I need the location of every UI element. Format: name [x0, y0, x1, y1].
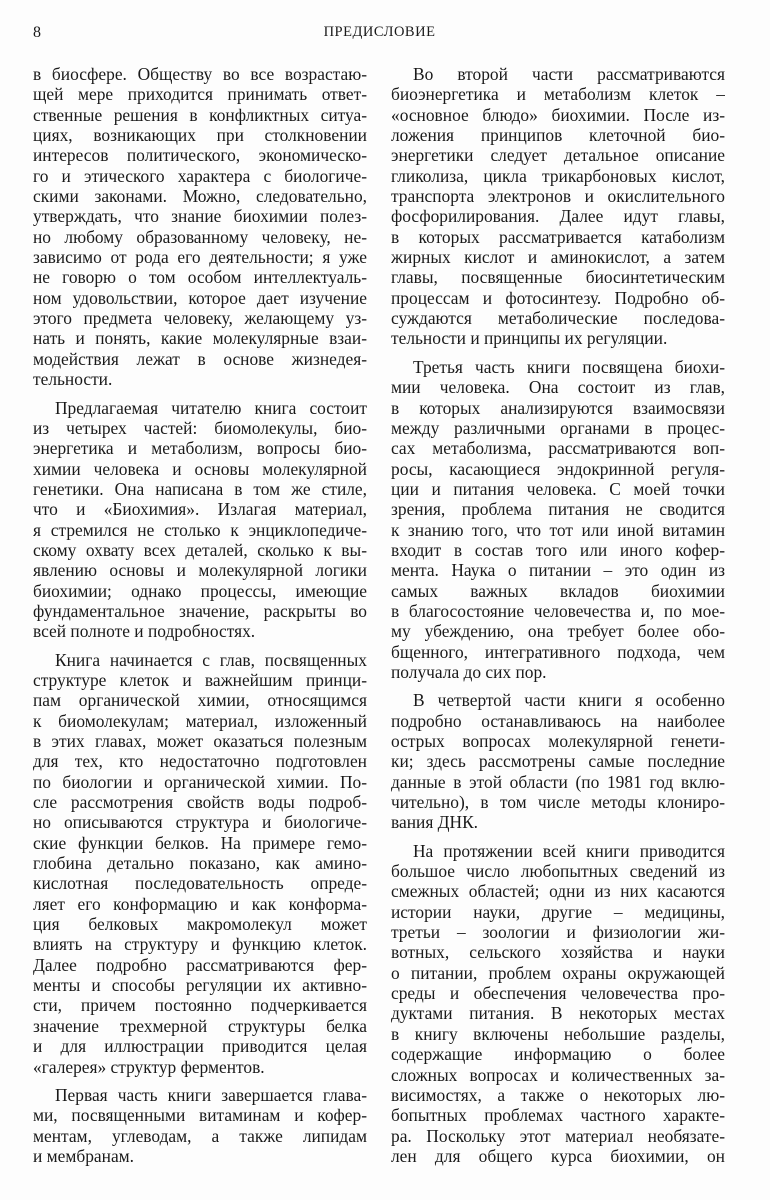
text-line: Во второй части рассматриваются: [413, 64, 725, 84]
text-line: ми, посвященными витаминам и кофер-: [33, 1105, 367, 1126]
text-line: энергетика и метаболизм, вопросы био-: [33, 438, 367, 459]
text-line: суждаются метаболические последова-: [391, 308, 725, 329]
text-line: бопытных проблемах частного характе-: [391, 1105, 725, 1126]
text-line: в благосостояние человечества и, по мое-: [391, 600, 725, 621]
text-line: менты и способы регуляции их активно-: [33, 975, 367, 996]
paragraph-gap: [33, 1077, 367, 1085]
page-header: [33, 24, 726, 46]
text-line: среды и обеспечения человечества про-: [391, 983, 725, 1004]
text-line: ляет его конформацию и как конформа-: [33, 893, 367, 914]
paragraph-gap: [391, 682, 725, 690]
paragraph-gap: [391, 833, 725, 841]
text-line: ственные решения в конфликтных ситуа-: [33, 104, 367, 125]
text-line: но любому образованному человеку, не-: [33, 226, 367, 247]
text-line: В четвертой части книги я особенно: [413, 690, 725, 711]
text-line: мента. Наука о питании – это один из: [391, 560, 725, 581]
paragraph: [33, 650, 367, 1077]
text-line: утверждать, что знание биохимии полез-: [33, 206, 367, 227]
text-line: сле рассмотрения свойств воды подроб-: [33, 792, 367, 813]
text-line: ции и питания человека. С моей точки: [391, 478, 725, 499]
text-line: тельности и принципы их регуляции.: [391, 328, 668, 349]
text-line: получала до сих пор.: [391, 661, 547, 682]
paragraph: [33, 398, 367, 642]
text-line: Первая часть книги завершается глава-: [55, 1084, 367, 1105]
page-number: 8: [33, 24, 41, 41]
text-line: истории науки, другие – медицины,: [391, 901, 725, 922]
text-line: и мембранам.: [33, 1145, 135, 1166]
text-line: входит в состав того или иного кофер-: [391, 539, 725, 560]
text-line: что и «Биохимия». Излагая материал,: [33, 499, 367, 520]
text-line: ментам, углеводам, а также липидам: [33, 1125, 367, 1146]
text-line: «галерея» структур ферментов.: [33, 1056, 265, 1077]
text-line: в которых рассматривается катаболизм: [391, 226, 725, 247]
text-line: содержащие информацию о более: [391, 1044, 725, 1065]
text-line: Книга начинается с глав, посвященных: [55, 649, 367, 670]
text-line: скими законами. Можно, следовательно,: [33, 186, 367, 207]
text-line: к знанию того, что тот или иной витамин: [391, 519, 725, 540]
paragraph: [391, 841, 725, 1167]
paragraph-gap: [391, 349, 725, 357]
text-line: жирных кислот и аминокислот, а затем: [391, 247, 725, 268]
text-line: из четырех частей: биомолекулы, био-: [33, 417, 367, 438]
text-line: ра. Поскольку этот материал необязате-: [391, 1125, 725, 1146]
text-line: глобина детально показано, как амино-: [33, 853, 367, 874]
text-line: модействия лежат в основе жизнедея-: [33, 348, 367, 369]
text-line: го и этического характера с биологиче-: [33, 165, 367, 186]
text-line: между различными органами в процес-: [391, 417, 725, 438]
right-column: [391, 64, 725, 1166]
text-line: чительно), в том числе методы клониро-: [391, 792, 725, 813]
paragraph: [391, 357, 725, 683]
text-line: третьи – зоологии и физиологии жи-: [391, 922, 725, 943]
text-line: кислотная последовательность опреде-: [33, 873, 367, 894]
paragraph: [33, 64, 367, 390]
paragraph: [33, 1085, 367, 1166]
text-line: подробно останавливаюсь на наиболее: [391, 710, 725, 731]
paragraph: [391, 690, 725, 832]
text-line: Третья часть книги посвящена биохи-: [413, 356, 725, 377]
text-line: данные в этой области (по 1981 год вклю-: [391, 771, 725, 792]
text-line: вотных, сельского хозяйства и науки: [391, 942, 725, 963]
running-title: ПРЕДИСЛОВИЕ: [323, 24, 436, 40]
text-line: мии человека. Она состоит из глав,: [391, 377, 725, 398]
text-line: ложения принципов клеточной био-: [391, 125, 725, 146]
text-line: зависимо от рода его деятельности; я уже: [33, 247, 367, 268]
text-line: дуктами питания. В некоторых местах: [391, 1003, 725, 1024]
text-line: висимостях, а также о некоторых лю-: [391, 1084, 725, 1105]
text-line: биохимии; однако процессы, имеющие: [33, 580, 367, 601]
text-line: энергетики следует детальное описание: [391, 145, 725, 166]
text-line: пам органической химии, относящимся: [33, 690, 367, 711]
text-line: о питании, проблем охраны окружающей: [391, 962, 725, 983]
text-line: к биомолекулам; материал, изложенный: [33, 710, 367, 731]
text-line: структуре клеток и важнейшим принци-: [33, 669, 367, 690]
paragraph: [391, 64, 725, 349]
text-line: На протяжении всей книги приводится: [413, 840, 725, 861]
text-line: не говорю о том особом интеллектуаль-: [33, 267, 367, 288]
text-line: ном удовольствии, которое дает изучение: [33, 287, 367, 308]
text-line: процессам и фотосинтезу. Подробно об-: [391, 287, 725, 308]
text-line: большое число любопытных сведений из: [391, 861, 725, 882]
text-line: транспорта электронов и окислительного: [391, 186, 725, 207]
text-line: гликолиза, цикла трикарбоновых кислот,: [391, 165, 725, 186]
text-line: сах метаболизма, рассматриваются воп-: [391, 438, 725, 459]
text-line: ские функции белков. На примере гемо-: [33, 832, 367, 853]
text-line: ция белковых макромолекул может: [33, 914, 367, 935]
text-line: но описываются структура и биологиче-: [33, 812, 367, 833]
text-line: в книгу включены небольшие разделы,: [391, 1023, 725, 1044]
text-line: главы, посвященные биосинтетическим: [391, 267, 725, 288]
text-line: для тех, кто недостаточно подготовлен: [33, 751, 367, 772]
paragraph-gap: [33, 390, 367, 398]
text-line: в которых анализируются взаимосвязи: [391, 397, 725, 418]
text-line: смежных областей; одни из них касаются: [391, 881, 725, 902]
text-line: нать и понять, какие молекулярные взаи-: [33, 328, 367, 349]
text-line: му убеждению, она требует более обо-: [391, 621, 725, 642]
text-line: фосфорилирования. Далее идут главы,: [391, 206, 725, 227]
text-line: я стремился не столько к энциклопедиче-: [33, 519, 367, 540]
text-line: тельности.: [33, 369, 113, 390]
text-line: влиять на структуру и функцию клеток.: [33, 934, 367, 955]
text-line: интересов политического, экономическо-: [33, 145, 367, 166]
text-line: сти, причем постоянно подчеркивается: [33, 995, 367, 1016]
text-line: по биологии и органической химии. По-: [33, 771, 367, 792]
text-line: фундаментальное значение, раскрыты во: [33, 600, 367, 621]
text-line: ки; здесь рассмотрены самые последние: [391, 751, 725, 772]
text-line: скому охвату всех деталей, сколько к вы-: [33, 539, 367, 560]
text-line: острых вопросах молекулярной генети-: [391, 731, 725, 751]
text-line: Далее подробно рассматриваются фер-: [33, 954, 367, 975]
text-line: всей полноте и подробностях.: [33, 621, 256, 642]
text-line: в биосфере. Обществу во все возрастаю-: [33, 64, 367, 84]
text-line: зрения, проблема питания не сводится: [391, 499, 725, 520]
text-line: биоэнергетика и метаболизм клеток –: [391, 84, 725, 105]
text-line: росы, касающиеся эндокринной регуля-: [391, 458, 725, 479]
text-line: в этих главах, может оказаться полезным: [33, 731, 367, 751]
left-column: [33, 64, 367, 1166]
text-line: сложных вопросах и количественных за-: [391, 1064, 725, 1085]
text-line: Предлагаемая читателю книга состоит: [55, 397, 367, 418]
text-line: самых важных вкладов биохимии: [391, 580, 725, 601]
text-line: щей мере приходится принимать ответ-: [33, 84, 367, 105]
text-line: бщенного, интегративного подхода, чем: [391, 641, 725, 662]
text-line: явлению основы и молекулярной логики: [33, 560, 367, 581]
text-line: циях, возникающих при столкновении: [33, 125, 367, 146]
paragraph-gap: [33, 642, 367, 650]
text-line: вания ДНК.: [391, 812, 479, 833]
text-line: значение трехмерной структуры белка: [33, 1015, 367, 1036]
text-line: генетики. Она написана в том же стиле,: [33, 478, 367, 499]
text-line: и для иллюстрации приводится целая: [33, 1036, 367, 1057]
text-line: лен для общего курса биохимии, он: [391, 1145, 725, 1166]
text-line: этого предмета человеку, желающему уз-: [33, 308, 367, 329]
text-line: «основное блюдо» биохимии. После из-: [391, 104, 725, 125]
text-line: химии человека и основы молекулярной: [33, 458, 367, 479]
